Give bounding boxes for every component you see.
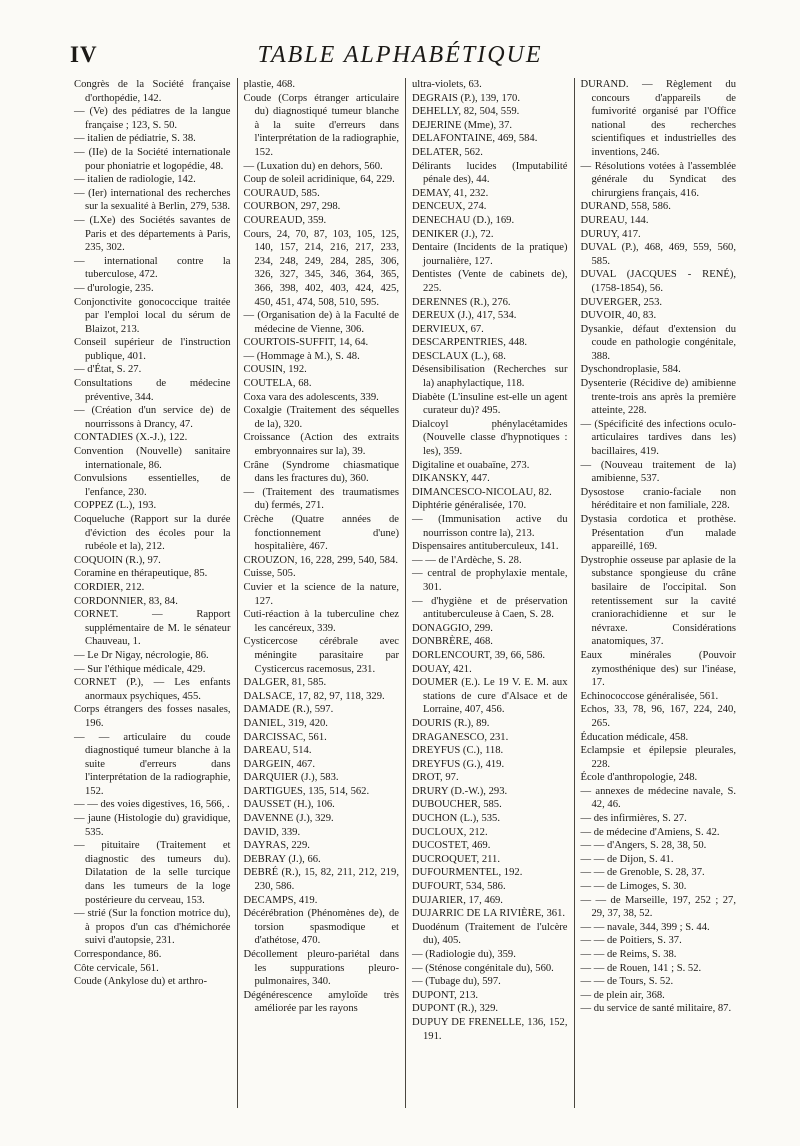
index-entry: — d'État, S. 27. xyxy=(74,364,142,376)
index-entry: DUCHON (L.), 535. xyxy=(412,813,500,825)
index-entry: DEMAY, 41, 232. xyxy=(412,187,489,199)
page-number: IV xyxy=(70,42,98,67)
index-entry: plastie, 468. xyxy=(243,79,295,90)
index-entry: Désensibilisation (Recherches sur la) anaphylactique, 118. xyxy=(412,364,568,390)
index-entry: DUVERGER, 253. xyxy=(580,296,663,308)
index-entry: Dentistes (Vente de cabinets de), 225. xyxy=(412,269,568,294)
index-entry: — d'urologie, 235. xyxy=(74,282,154,294)
index-entry: — — articulaire du coude diagnostiqué tumeur blanche à la suite d'erreurs dans l'interprétation de la radiographie, 152. xyxy=(74,731,231,797)
index-column-1 xyxy=(68,78,237,1108)
index-entry: DESCARPENTRIES, 448. xyxy=(412,337,528,349)
index-entry: Dentaire (Incidents de la pratique) journalière, 127. xyxy=(412,242,568,267)
index-entry: — international contre la tuberculose, 472. xyxy=(74,255,231,281)
index-entry: — central de prophylaxie mentale, 301. xyxy=(412,568,568,593)
index-entry: — Sur l'éthique médicale, 429. xyxy=(74,663,206,675)
index-entry: DAMADE (R.), 597. xyxy=(243,704,334,716)
index-entry: Délirants lucides (Imputabilité pénale des), 44. xyxy=(412,160,568,186)
index-entry: DEBRÉ (R.), 15, 82, 211, 212, 219, 230, 586. xyxy=(243,867,399,893)
index-entry: Duodénum (Traitement de l'ulcère du), 405. xyxy=(412,921,568,947)
index-entry: DREYFUS (C.), 118. xyxy=(412,745,504,757)
index-entry: DOUAY, 421. xyxy=(412,663,472,675)
index-entry: DUFOURT, 534, 586. xyxy=(412,881,506,893)
index-entry: Diphtérie généralisée, 170. xyxy=(412,500,527,512)
index-entry: — — d'Angers, S. 28, 38, 50. xyxy=(580,840,707,852)
index-entry: Décérébration (Phénomènes de), de torsion spasmodique et d'athétose, 470. xyxy=(243,908,399,947)
index-entry: Dispensaires antituberculeux, 141. xyxy=(412,541,559,553)
index-entry: — — de Reims, S. 38. xyxy=(580,949,677,960)
index-entry: — (Luxation du) en dehors, 560. xyxy=(243,160,383,172)
index-entry: Crèche (Quatre années de fonctionnement d'une) hospitalière, 467. xyxy=(243,514,399,553)
index-entry: Eaux minérales (Pouvoir zymosthénique des) sur l'inéase, 17. xyxy=(580,649,736,689)
index-entry: COPPEZ (L.), 193. xyxy=(74,500,157,512)
index-entry: Côte cervicale, 561. xyxy=(74,962,159,974)
index-entry: DELATER, 562. xyxy=(412,146,483,158)
index-entry: Eclampsie et épilepsie pleurales, 228. xyxy=(580,745,736,770)
index-entry: Coude (Corps étranger articulaire du) diagnostiqué tumeur blanche à la suite d'erreurs dans l'interprétation de la radiographie, 152. xyxy=(243,92,399,158)
index-entry: COURTOIS-SUFFIT, 14, 64. xyxy=(243,337,369,349)
index-entry: — — de Marseille, 197, 252 ; 27, 29, 37, 38, 52. xyxy=(580,894,736,920)
index-entry: Cysticercose cérébrale avec méningite parasitaire par Cysticercus racemosus, 231. xyxy=(243,636,399,675)
index-entry: Congrès de la Société française d'orthopédie, 142. xyxy=(74,79,231,104)
index-entry: DOUMER (E.). Le 19 V. E. M. aux stations de cure d'Alsace et de Lorraine, 407, 456. xyxy=(412,677,568,716)
index-entry: Convention (Nouvelle) sanitaire internationale, 86. xyxy=(74,446,231,471)
index-entry: — — de Limoges, S. 30. xyxy=(580,881,687,893)
index-entry: DORLENCOURT, 39, 66, 586. xyxy=(412,649,546,661)
index-entry: DROT, 97. xyxy=(412,772,459,784)
index-entry: DONAGGIO, 299. xyxy=(412,622,493,634)
index-entry: DUREAU, 144. xyxy=(580,214,649,226)
index-entry: — italien de radiologie, 142. xyxy=(74,174,196,186)
index-entry: DUCOSTET, 469. xyxy=(412,840,491,852)
index-entry: DAREAU, 514. xyxy=(243,745,312,757)
index-entry: — strié (Sur la fonction motrice du), à propos d'un cas d'hémichorée suivi d'autopsie, 231. xyxy=(74,908,231,947)
index-entry: Dystasia cordotica et prothèse. Présentation d'un malade appareillé, 169. xyxy=(580,514,736,553)
index-entry: DUCROQUET, 211. xyxy=(412,853,500,865)
index-entry: COURBON, 297, 298. xyxy=(243,201,341,213)
index-entry: DERENNES (R.), 276. xyxy=(412,296,511,308)
index-entry: Crâne (Syndrome chiasmatique dans les fractures du), 360. xyxy=(243,459,399,485)
index-entry: DUJARIER, 17, 469. xyxy=(412,894,503,906)
index-entry: Consultations de médecine préventive, 344. xyxy=(74,378,231,403)
index-entry: — — de Rouen, 141 ; S. 52. xyxy=(580,962,702,974)
index-entry: Convulsions essentielles, de l'enfance, 230. xyxy=(74,473,231,498)
index-entry: DONBRÈRE, 468. xyxy=(412,636,493,648)
index-entry: — — de Tours, S. 52. xyxy=(580,976,674,988)
index-entry: — (IIe) de la Société internationale pour phoniatrie et logopédie, 48. xyxy=(74,146,231,172)
index-entry: — — de Poitiers, S. 37. xyxy=(580,935,682,947)
page-header xyxy=(0,42,800,74)
index-entry: Cours, 24, 70, 87, 103, 105, 125, 140, 157, 214, 216, 217, 233, 234, 248, 249, 284, 285, 306, 326, 327, 345, 346, 364, 365, 366, 398, 402, 403, 424, 425, 450, 451, 474, 508, 510, 595. xyxy=(243,228,399,308)
index-entry: — (Création d'un service de) de nourrissons à Drancy, 47. xyxy=(74,405,231,430)
index-entry: — (Ier) international des recherches sur la sexualité à Berlin, 279, 538. xyxy=(74,187,231,213)
index-column-2 xyxy=(237,78,406,1108)
index-entry: — Le Dr Nigay, nécrologie, 86. xyxy=(74,649,209,661)
running-title: TABLE ALPHABÉTIQUE xyxy=(257,42,543,68)
index-entry: — (Nouveau traitement de la) amibienne, 537. xyxy=(580,459,736,485)
index-entry: — — des voies digestives, 16, 566, . xyxy=(74,799,230,811)
index-entry: DRAGANESCO, 231. xyxy=(412,731,509,743)
index-entry: DERVIEUX, 67. xyxy=(412,323,484,335)
index-entry: Décollement pleuro-pariétal dans les suppurations pleuro-pulmonaires, 340. xyxy=(243,949,399,988)
index-entry: Dyschondroplasie, 584. xyxy=(580,364,681,376)
index-entry: DIMANCESCO-NICOLAU, 82. xyxy=(412,486,552,498)
index-entry: — — de Grenoble, S. 28, 37. xyxy=(580,867,705,879)
index-entry: CORDONNIER, 83, 84. xyxy=(74,595,178,607)
index-entry: — jaune (Histologie du) gravidique, 535. xyxy=(74,813,231,838)
index-entry: — pituitaire (Traitement et diagnostic des tumeurs du). Dilatation de la selle turcique dans les tumeurs de la loge postérieure du cerveau, 153. xyxy=(74,840,231,906)
index-entry: DUVAL (P.), 468, 469, 559, 560, 585. xyxy=(580,242,736,267)
index-entry: DURAND, 558, 586. xyxy=(580,201,671,213)
index-entry: DENECHAU (D.), 169. xyxy=(412,214,515,226)
index-entry: COUTELA, 68. xyxy=(243,378,312,390)
index-entry: DREYFUS (G.), 419. xyxy=(412,758,505,770)
index-entry: Cuisse, 505. xyxy=(243,568,296,580)
index-entry: — (Tubage du), 597. xyxy=(412,976,501,988)
index-entry: CROUZON, 16, 228, 299, 540, 584. xyxy=(243,554,398,566)
index-entry: DELAFONTAINE, 469, 584. xyxy=(412,133,538,145)
index-entry: Coxa vara des adolescents, 339. xyxy=(243,391,379,403)
index-entry: Digitaline et ouabaïne, 273. xyxy=(412,459,530,471)
index-entry: Éducation médicale, 458. xyxy=(580,731,689,743)
index-entry: Echos, 33, 78, 96, 167, 224, 240, 265. xyxy=(580,704,736,729)
index-entry: Dysankie, défaut d'extension du coude en pathologie congénitale, 388. xyxy=(580,323,736,362)
index-entry: DARCISSAC, 561. xyxy=(243,731,327,743)
index-entry: DALSACE, 17, 82, 97, 118, 329. xyxy=(243,690,385,702)
index-entry: DURUY, 417. xyxy=(580,228,641,240)
index-entry: Diabète (L'insuline est-elle un agent curateur du)? 495. xyxy=(412,391,568,417)
index-entry: — des infirmières, S. 27. xyxy=(580,813,687,825)
index-entry: — de médecine d'Amiens, S. 42. xyxy=(580,826,720,838)
index-entry: Dégénérescence amyloïde très améliorée par les rayons xyxy=(243,989,399,1015)
index-entry: — (Organisation de) à la Faculté de médecine de Vienne, 306. xyxy=(243,310,399,335)
index-entry: — italien de pédiatrie, S. 38. xyxy=(74,133,196,145)
index-entry: Coramine en thérapeutique, 85. xyxy=(74,568,208,580)
index-entry: DRURY (D.-W.), 293. xyxy=(412,785,508,797)
index-entry: CONTADIES (X.-J.), 122. xyxy=(74,432,188,444)
index-entry: — — navale, 344, 399 ; S. 44. xyxy=(580,921,710,933)
index-entry: DUFOURMENTEL, 192. xyxy=(412,867,523,879)
index-entry: CORNET. — Rapport supplémentaire de M. le sénateur Chauveau, 1. xyxy=(74,609,231,648)
index-entry: Dysenterie (Récidive de) amibienne trente-trois ans après la première atteinte, 228. xyxy=(580,378,736,417)
index-entry: — — de l'Ardèche, S. 28. xyxy=(412,554,522,566)
index-entry: Cuti-réaction à la tuberculine chez les cancéreux, 339. xyxy=(243,609,399,634)
index-columns xyxy=(68,78,742,1108)
index-entry: DAVID, 339. xyxy=(243,826,301,838)
index-entry: — (Radiologie du), 359. xyxy=(412,949,516,960)
index-entry: DIKANSKY, 447. xyxy=(412,473,490,485)
index-entry: DANIEL, 319, 420. xyxy=(243,717,328,729)
index-entry: DUPONT (R.), 329. xyxy=(412,1003,499,1015)
index-entry: Corps étrangers des fosses nasales, 196. xyxy=(74,704,231,729)
index-entry: COQUOIN (R.), 97. xyxy=(74,554,161,566)
index-entry: Dialcoyl phénylacétamides (Nouvelle classe d'hypnotiques : les), 359. xyxy=(412,418,568,458)
index-entry: Coup de soleil acridinique, 64, 229. xyxy=(243,174,395,186)
index-entry: Coxalgie (Traitement des séquelles de la), 320. xyxy=(243,405,399,430)
index-entry: DEREUX (J.), 417, 534. xyxy=(412,310,517,322)
index-entry: DARQUIER (J.), 583. xyxy=(243,772,339,784)
index-entry: DALGER, 81, 585. xyxy=(243,677,327,689)
index-entry: ultra-violets, 63. xyxy=(412,79,482,90)
index-entry: COURAUD, 585. xyxy=(243,187,320,199)
index-entry: DEHELLY, 82, 504, 559. xyxy=(412,106,520,118)
index-entry: DENIKER (J.), 72. xyxy=(412,228,494,240)
index-entry: — du service de santé militaire, 87. xyxy=(580,1003,732,1015)
index-entry: — (Traitement des traumatismes du) fermés, 271. xyxy=(243,486,399,512)
index-entry: Correspondance, 86. xyxy=(74,949,162,960)
index-entry: DUPONT, 213. xyxy=(412,989,479,1001)
index-entry: — (Immunisation active du nourrisson contre la), 213. xyxy=(412,514,568,539)
index-entry: DURAND. — Règlement du concours d'appareils de fumivorité organisé par l'Office national des recherches scientifiques et industrielles des inventions, 246. xyxy=(580,79,736,158)
index-entry: DARTIGUES, 135, 514, 562. xyxy=(243,785,370,797)
index-entry: Coqueluche (Rapport sur la durée d'éviction des écoles pour la rubéole et la), 212. xyxy=(74,514,231,553)
index-entry: Conjonctivite gonococcique traitée par l'emploi local du sérum de Blaizot, 213. xyxy=(74,296,231,335)
index-column-4 xyxy=(574,78,743,1108)
index-entry: — (Spécificité des infections oculo-articulaires tardives dans les) bacillaires, 419. xyxy=(580,418,736,458)
index-entry: — de plein air, 368. xyxy=(580,989,665,1001)
index-entry: Croissance (Action des extraits embryonnaires sur la), 39. xyxy=(243,432,399,458)
index-entry: DUPUY DE FRENELLE, 136, 152, 191. xyxy=(412,1016,568,1042)
index-entry: DUVOIR, 40, 83. xyxy=(580,310,657,322)
index-entry: DECAMPS, 419. xyxy=(243,894,318,906)
index-entry: DEGRAIS (P.), 139, 170. xyxy=(412,92,521,104)
index-entry: — d'hygiène et de préservation antituberculeuse à Caen, S. 28. xyxy=(412,595,568,621)
index-entry: Cuvier et la science de la nature, 127. xyxy=(243,581,399,607)
index-entry: COUSIN, 192. xyxy=(243,364,307,376)
index-entry: Echinococcose généralisée, 561. xyxy=(580,690,719,702)
index-entry: — annexes de médecine navale, S. 42, 46. xyxy=(580,785,736,811)
index-entry: DAUSSET (H.), 106. xyxy=(243,799,335,811)
index-entry: CORDIER, 212. xyxy=(74,581,145,593)
index-entry: École d'anthropologie, 248. xyxy=(580,772,698,784)
index-entry: DARGEIN, 467. xyxy=(243,758,316,770)
index-entry: — (Sténose congénitale du), 560. xyxy=(412,962,554,974)
index-entry: DUCLOUX, 212. xyxy=(412,826,488,838)
index-entry: DEJERINE (Mme), 37. xyxy=(412,119,513,131)
index-entry: DESCLAUX (L.), 68. xyxy=(412,350,506,362)
index-entry: DUJARRIC DE LA RIVIÈRE, 361. xyxy=(412,908,566,920)
index-entry: DEBRAY (J.), 66. xyxy=(243,853,321,865)
index-entry: COUREAUD, 359. xyxy=(243,214,327,226)
index-entry: Dystrophie osseuse par aplasie de la substance spongieuse du crâne basilaire de l'occipital. Son retentissement sur la cavité craniorachidienne et sur le névraxe. Considérations anatomiques, 37. xyxy=(580,554,736,648)
index-entry: — — de Dijon, S. 41. xyxy=(580,853,674,865)
index-entry: — (Hommage à M.), S. 48. xyxy=(243,350,360,362)
index-column-3 xyxy=(405,78,574,1108)
index-entry: DUBOUCHER, 585. xyxy=(412,799,502,811)
index-entry: — (Ve) des pédiatres de la langue française ; 123, S. 50. xyxy=(74,106,231,131)
index-entry: Dysostose cranio-faciale non héréditaire et non familiale, 228. xyxy=(580,486,736,512)
index-entry: DAVENNE (J.), 329. xyxy=(243,813,334,825)
index-entry: DUVAL (JACQUES - RENÉ), (1758-1854), 56. xyxy=(580,269,736,294)
index-entry: Coude (Ankylose du) et arthro- xyxy=(74,976,207,988)
index-entry: DAYRAS, 229. xyxy=(243,840,310,852)
index-entry: DOURIS (R.), 89. xyxy=(412,717,490,729)
index-entry: Conseil supérieur de l'instruction publique, 401. xyxy=(74,337,231,362)
index-entry: CORNET (P.), — Les enfants anormaux psychiques, 455. xyxy=(74,677,231,702)
index-entry: — Résolutions votées à l'assemblée générale du Syndicat des chirurgiens français, 416. xyxy=(580,160,736,199)
index-entry: — (LXe) des Sociétés savantes de Paris et des départements à Paris, 235, 302. xyxy=(74,214,231,254)
index-entry: DENCEUX, 274. xyxy=(412,201,487,213)
